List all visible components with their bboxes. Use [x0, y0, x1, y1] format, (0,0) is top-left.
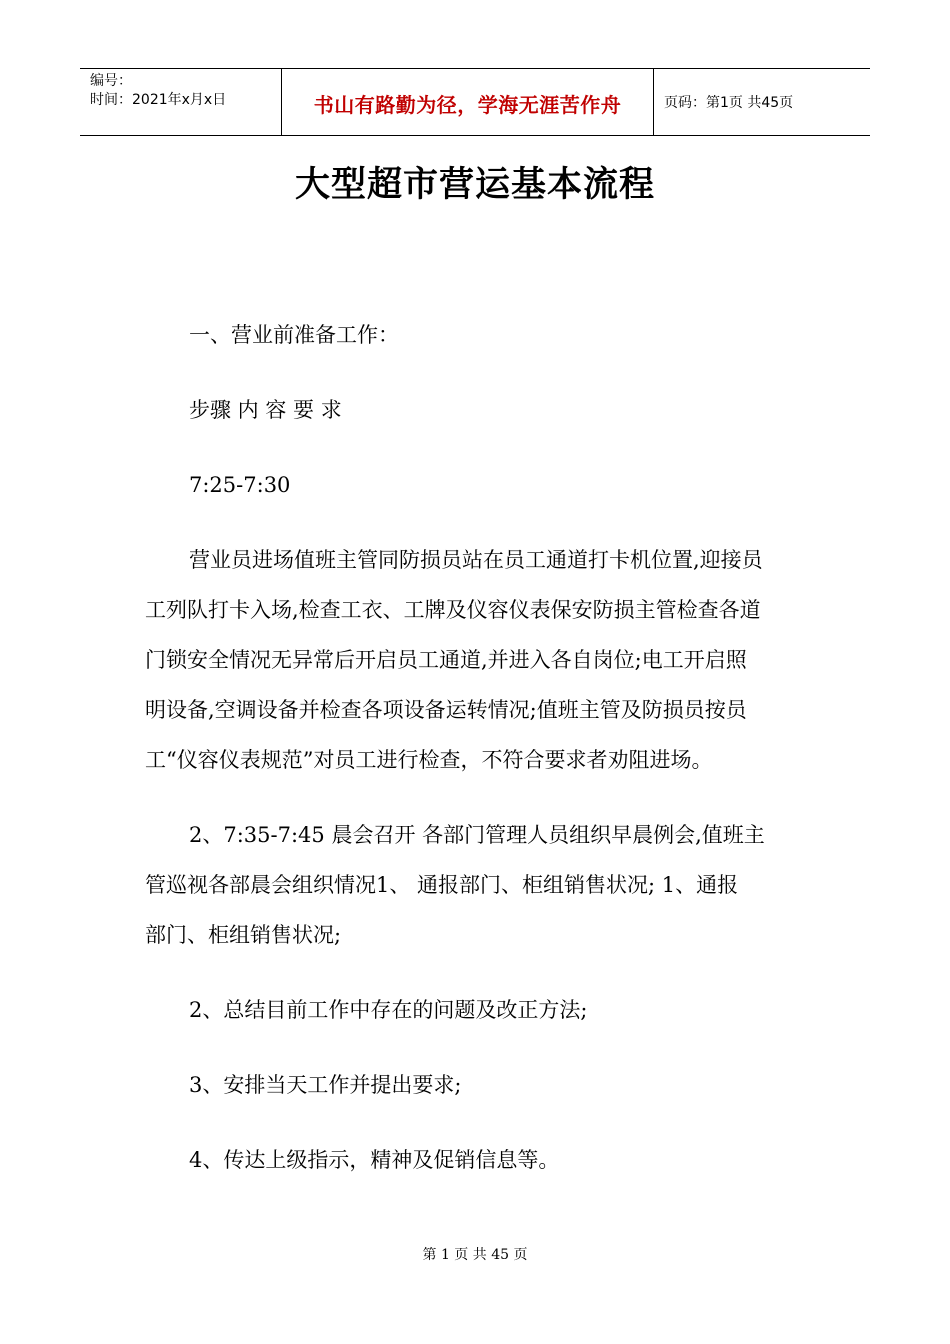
- header-motto-cell: [282, 69, 654, 135]
- header-meta-cell: [80, 69, 282, 135]
- header-page-cell: [654, 69, 870, 135]
- paragraph-line: 部门、柜组销售状况;: [145, 923, 342, 947]
- header-page-info: 页码：第1页 共45页: [664, 95, 794, 111]
- table-header-line: 步骤 内 容 要 求: [189, 398, 342, 422]
- document-date-label: 时间：2021年x月x日: [90, 92, 227, 108]
- list-item: 4、传达上级指示，精神及促销信息等。: [189, 1148, 560, 1172]
- paragraph-line: 门锁安全情况无异常后开启员工通道,并进入各自岗位;电工开启照: [145, 648, 747, 672]
- list-item: 2、总结目前工作中存在的问题及改正方法;: [189, 998, 588, 1022]
- document-body: [145, 310, 811, 1185]
- time-slot: 7:25-7:30: [189, 473, 291, 497]
- paragraph-line: 工列队打卡入场,检查工衣、工牌及仪容仪表保安防损主管检查各道: [145, 598, 761, 622]
- paragraph-line: 工“仪容仪表规范”对员工进行检查，不符合要求者劝阻进场。: [145, 748, 713, 772]
- paragraph-line: 2、7:35-7:45 晨会召开 各部门管理人员组织早晨例会,值班主: [189, 823, 765, 847]
- section-heading: 一、营业前准备工作：: [189, 323, 399, 347]
- paragraph-1: [145, 535, 811, 785]
- header-motto: 书山有路勤为径，学海无涯苦作舟: [313, 92, 622, 117]
- page-footer: 第 1 页 共 45 页: [422, 1247, 528, 1263]
- paragraph-line: 明设备,空调设备并检查各项设备运转情况;值班主管及防损员按员: [145, 698, 747, 722]
- page-header: [80, 68, 870, 136]
- document-number-label: 编号：: [90, 73, 132, 89]
- document-title: 大型超市营运基本流程: [294, 164, 655, 205]
- paragraph-2: [145, 810, 811, 960]
- paragraph-line: 营业员进场值班主管同防损员站在员工通道打卡机位置,迎接员: [189, 548, 763, 572]
- list-item: 3、安排当天工作并提出要求;: [189, 1073, 462, 1097]
- paragraph-line: 管巡视各部晨会组织情况1、 通报部门、柜组销售状况; 1、通报: [145, 873, 739, 897]
